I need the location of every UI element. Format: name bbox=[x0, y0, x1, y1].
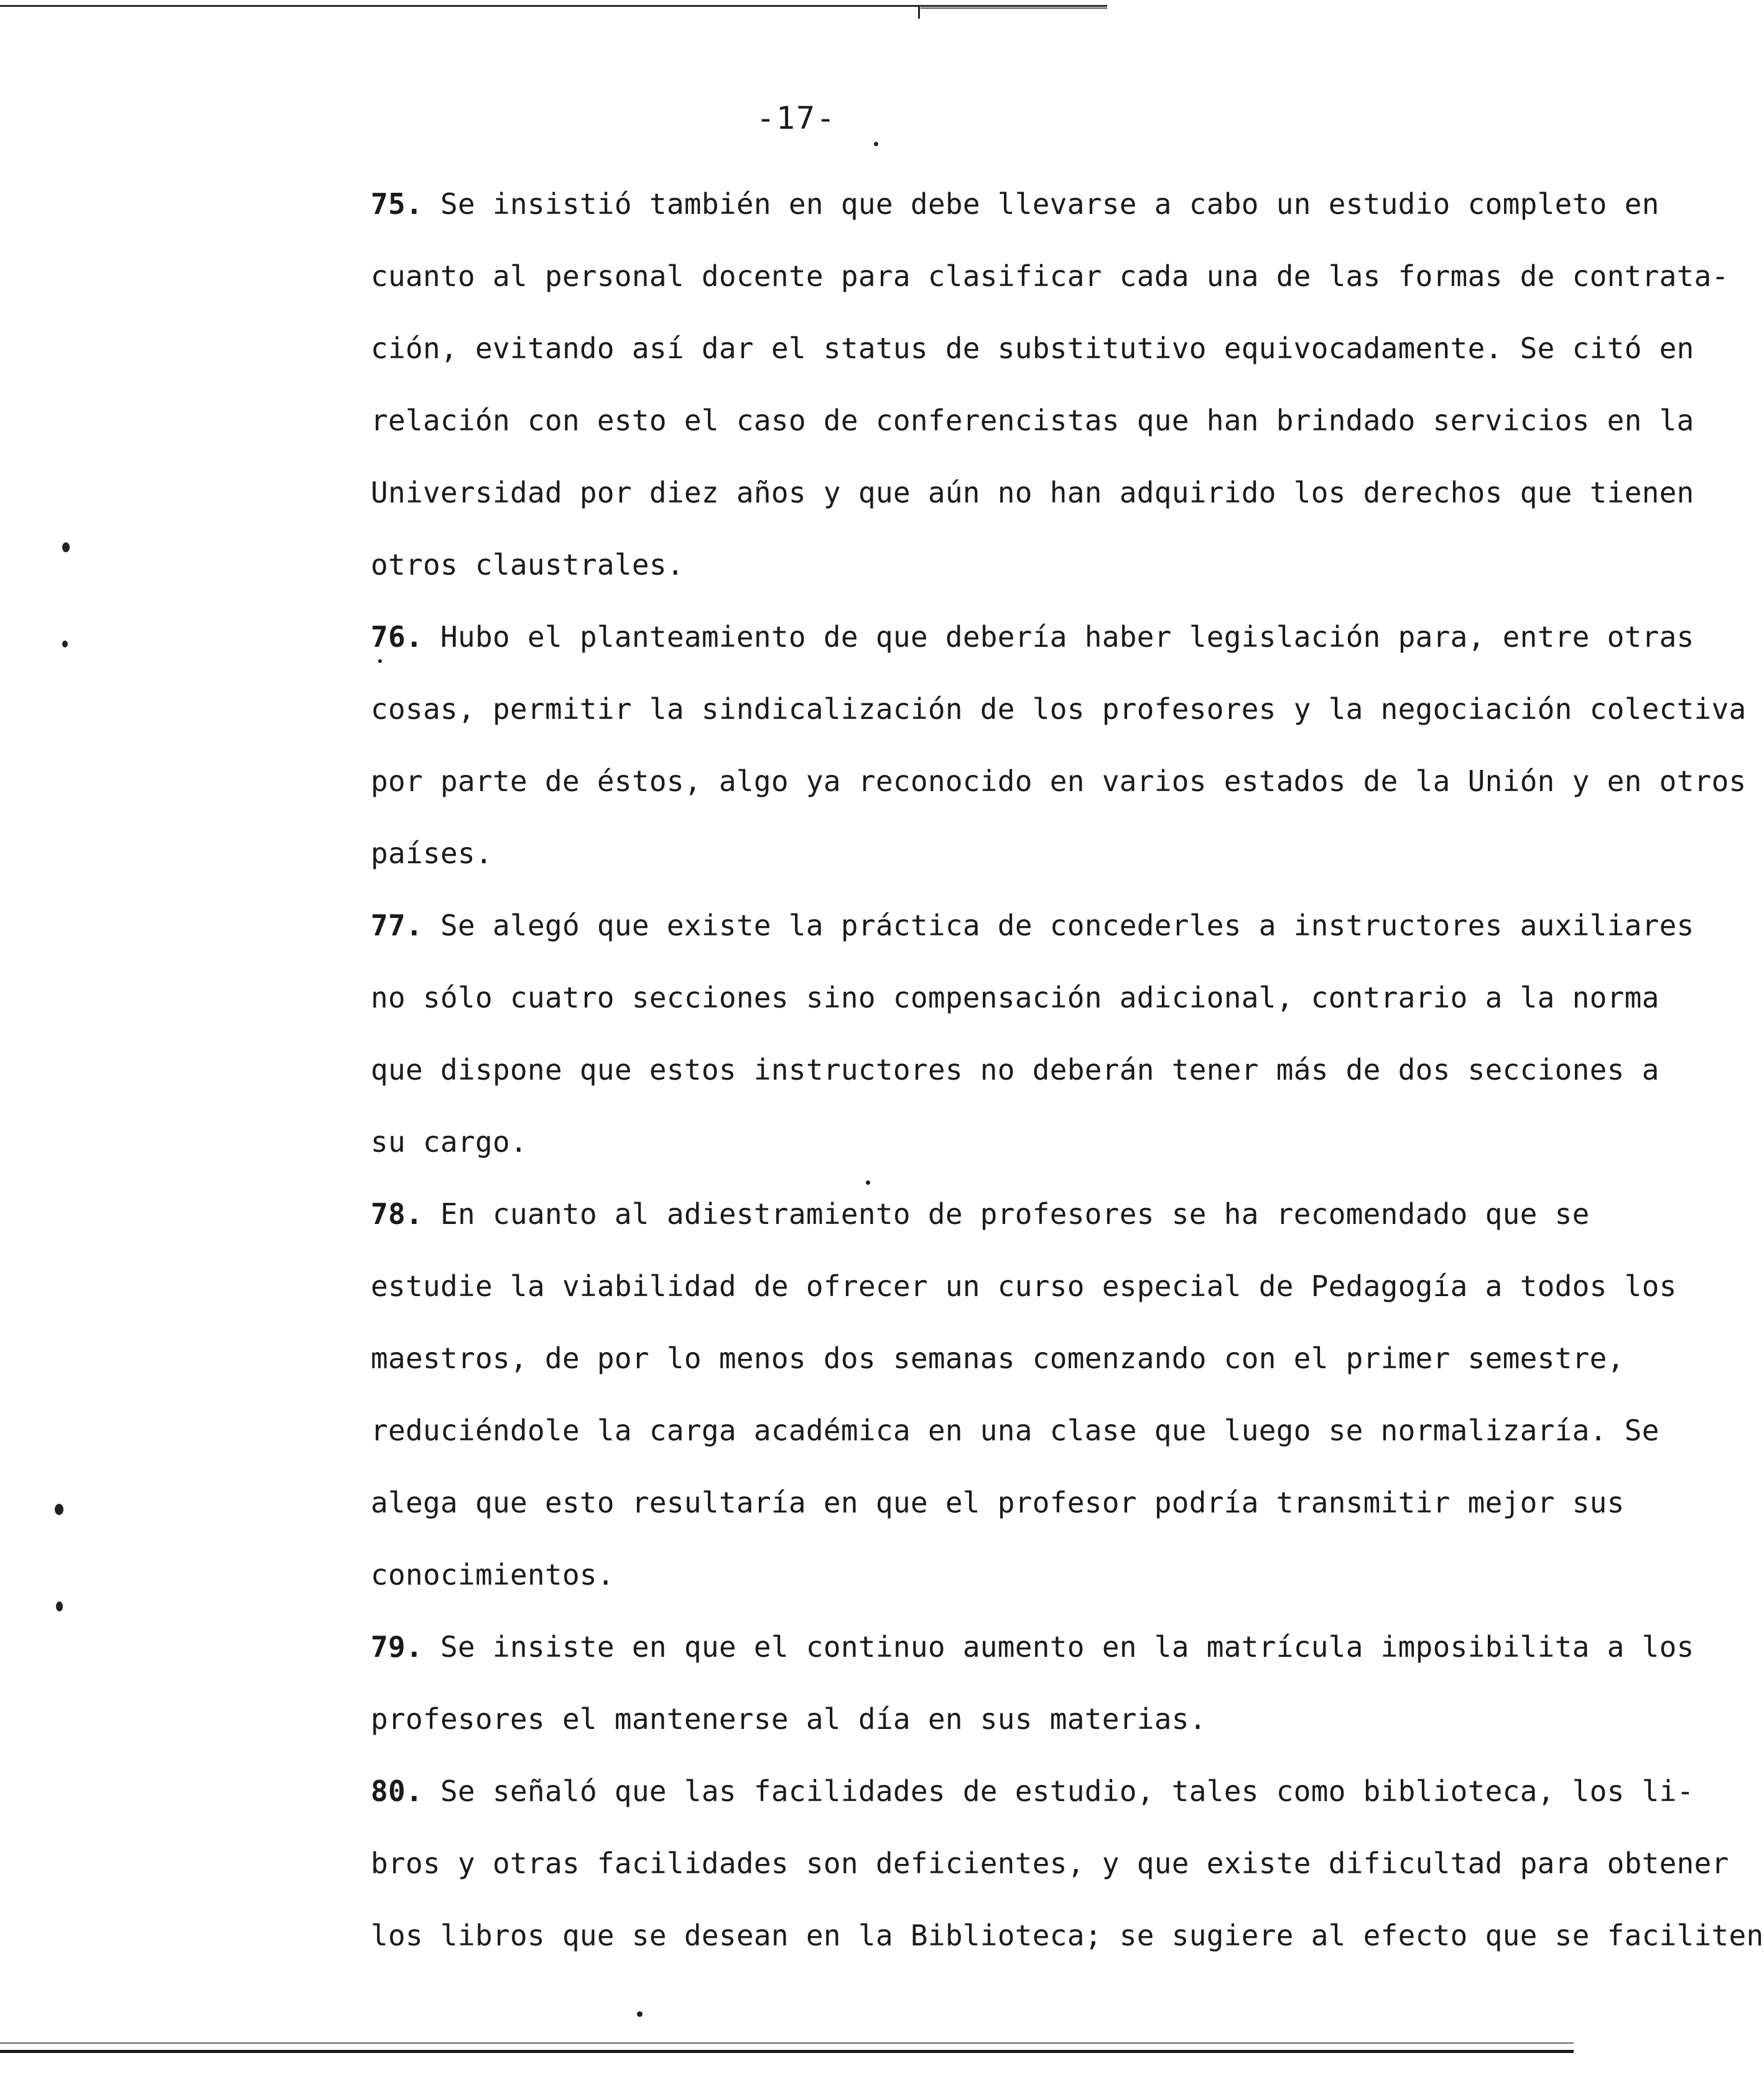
paragraph-text: Se insiste en que el continuo aumento en la matrícula imposibilita a los bbox=[440, 1630, 1694, 1664]
paragraph-line: por parte de éstos, algo ya reconocido en varios estados de la Unión y en otros bbox=[371, 764, 1747, 798]
paragraph-78 bbox=[371, 1178, 1677, 1611]
paragraph-line: maestros, de por lo menos dos semanas comenzando con el primer semestre, bbox=[371, 1342, 1625, 1375]
paragraph-number: 77. bbox=[371, 909, 423, 942]
paragraph-line bbox=[371, 889, 1694, 962]
paragraph-75 bbox=[371, 168, 1729, 601]
document-body bbox=[371, 168, 1764, 1972]
paragraph-line: conocimientos. bbox=[371, 1558, 615, 1592]
paragraph-number: 76. bbox=[371, 620, 423, 654]
scan-speck bbox=[62, 542, 70, 552]
page-number: -17- bbox=[756, 100, 837, 136]
paragraph-80 bbox=[371, 1755, 1764, 1972]
paragraph-text: En cuanto al adiestramiento de profesores se ha recomendado que se bbox=[440, 1197, 1590, 1231]
paragraph-line bbox=[371, 1611, 1694, 1683]
scan-speck bbox=[637, 2011, 643, 2017]
scan-speck bbox=[918, 5, 920, 19]
paragraph-line: los libros que se desean en la Biblioteca; se sugiere al efecto que se faciliten bbox=[371, 1919, 1764, 1952]
paragraph-line: estudie la viabilidad de ofrecer un curso especial de Pedagogía a todos los bbox=[371, 1269, 1677, 1303]
paragraph-line: profesores el mantenerse al día en sus materias. bbox=[371, 1702, 1207, 1736]
paragraph-line bbox=[371, 1755, 1694, 1827]
paragraph-number: 75. bbox=[371, 187, 423, 221]
bottom-rule-thin bbox=[0, 2042, 1574, 2044]
scan-speck bbox=[56, 1601, 63, 1611]
paragraph-number: 79. bbox=[371, 1630, 423, 1664]
paragraph-text: Hubo el planteamiento de que debería haber legislación para, entre otras bbox=[440, 620, 1694, 654]
paragraph-number: 80. bbox=[371, 1774, 423, 1808]
top-rule bbox=[0, 5, 1107, 7]
paragraph-line: reduciéndole la carga académica en una clase que luego se normalizaría. Se bbox=[371, 1414, 1660, 1447]
scan-speck bbox=[62, 641, 68, 647]
bottom-rule bbox=[0, 2050, 1574, 2053]
paragraph-line: países. bbox=[371, 836, 493, 870]
paragraph-line bbox=[371, 1178, 1590, 1250]
paragraph-line bbox=[371, 601, 1694, 673]
paragraph-text: Se insistió también en que debe llevarse a cabo un estudio completo en bbox=[440, 187, 1660, 221]
paragraph-76 bbox=[371, 601, 1747, 889]
paragraph-line: su cargo. bbox=[371, 1125, 527, 1159]
paragraph-line: otros claustrales. bbox=[371, 548, 684, 582]
paragraph-line: alega que esto resultaría en que el profesor podría transmitir mejor sus bbox=[371, 1486, 1625, 1519]
paragraph-line: ción, evitando así dar el status de substitutivo equivocadamente. Se citó en bbox=[371, 331, 1694, 365]
paragraph-line: bros y otras facilidades son deficientes, y que existe dificultad para obtener bbox=[371, 1847, 1729, 1880]
paragraph-line: cuanto al personal docente para clasificar cada una de las formas de contrata- bbox=[371, 259, 1729, 293]
paragraph-line: cosas, permitir la sindicalización de los profesores y la negociación colectiva bbox=[371, 692, 1747, 726]
paragraph-line bbox=[371, 168, 1660, 240]
paragraph-line: no sólo cuatro secciones sino compensación adicional, contrario a la norma bbox=[371, 981, 1660, 1014]
paragraph-77 bbox=[371, 889, 1694, 1178]
scan-speck bbox=[55, 1504, 63, 1515]
paragraph-text: Se alegó que existe la práctica de concederles a instructores auxiliares bbox=[440, 909, 1694, 942]
paragraph-79 bbox=[371, 1611, 1694, 1755]
scan-speck bbox=[874, 142, 878, 146]
paragraph-line: Universidad por diez años y que aún no han adquirido los derechos que tienen bbox=[371, 476, 1694, 509]
top-rule-thin bbox=[921, 7, 1107, 9]
paragraph-number: 78. bbox=[371, 1197, 423, 1231]
paragraph-line: relación con esto el caso de conferencistas que han brindado servicios en la bbox=[371, 404, 1694, 437]
paragraph-line: que dispone que estos instructores no deberán tener más de dos secciones a bbox=[371, 1053, 1660, 1087]
paragraph-text: Se señaló que las facilidades de estudio, tales como biblioteca, los li- bbox=[440, 1774, 1694, 1808]
